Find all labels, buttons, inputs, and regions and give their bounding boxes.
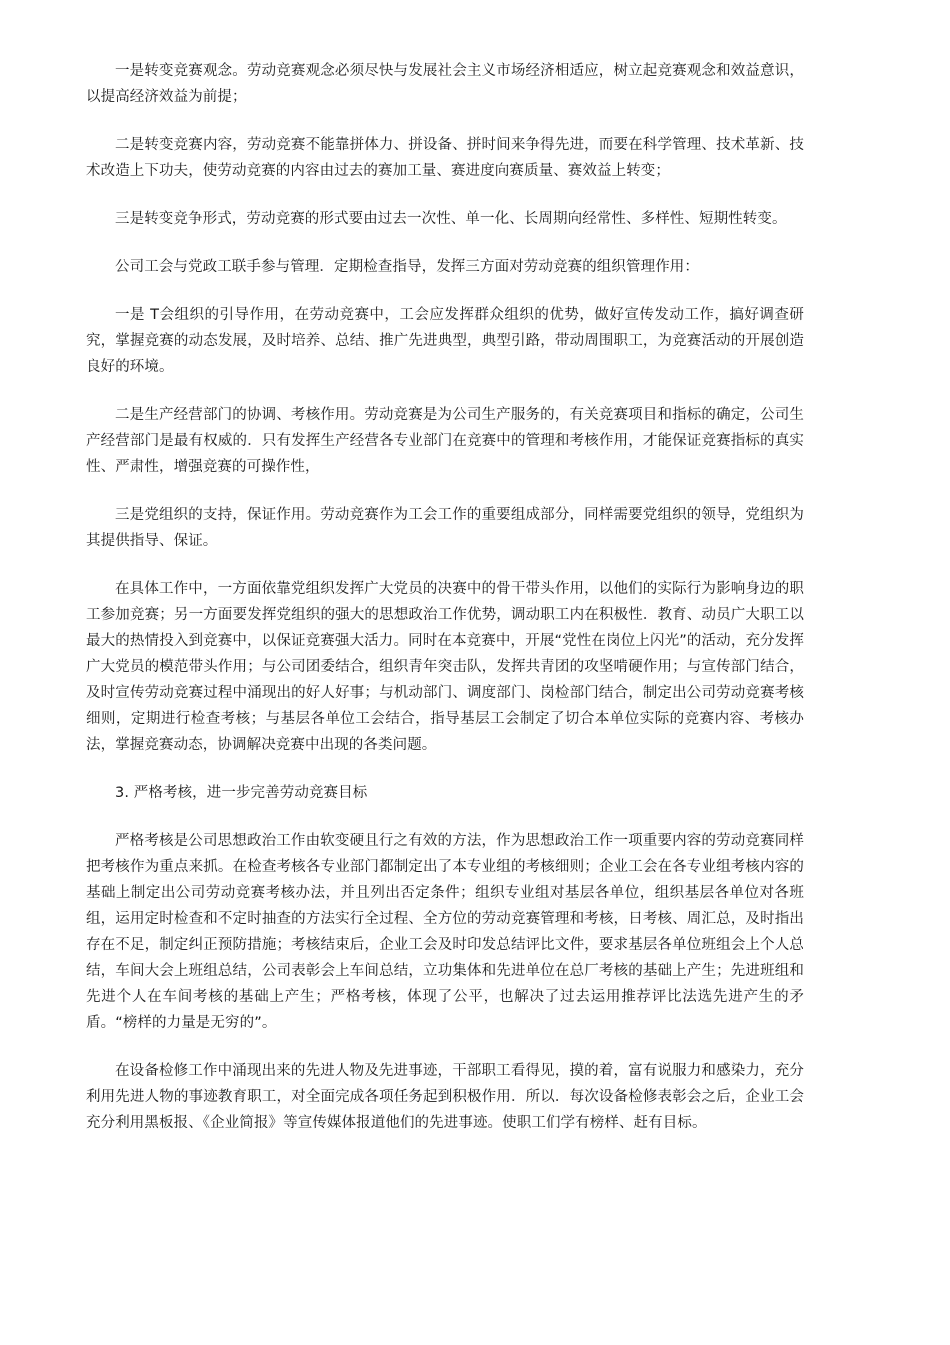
paragraph-10: 严格考核是公司思想政治工作由软变硬且行之有效的方法，作为思想政治工作一项重要内容的劳动竞赛同样把考核作为重点来抓。在检查考核各专业部门都制定出了本专业组的考核细则；企业工会在各专业组考核内容的基础上制定出公司劳动竞赛考核办法，并且列出否定条件；组织专业组对基层各单位，组织基层各单位对各班组，运用定时检查和不定时抽查的方法实行全过程、全方位的劳动竞赛管理和考核，日考核、周汇总，及时指出存在不足，制定纠正预防措施；考核结束后，企业工会及时印发总结评比文件，要求基层各单位班组会上个人总结，车间大会上班组总结，公司表彰会上车间总结，立功集体和先进单位在总厂考核的基础上产生；先进班组和先进个人在车间考核的基础上产生；严格考核，体现了公平，也解决了过去运用推荐评比法选先进产生的矛盾。“榜样的力量是无穷的”。 [86,833,804,1031]
paragraph-2: 二是转变竞赛内容，劳动竞赛不能靠拼体力、拼设备、拼时间来争得先进，而要在科学管理、技术革新、技术改造上下功夫，使劳动竞赛的内容由过去的赛加工量、赛进度向赛质量、赛效益上转变； [86,137,804,179]
paragraph-5: 一是 T会组织的引导作用，在劳动竞赛中，工会应发挥群众组织的优势，做好宣传发动工作，搞好调查研究，掌握竞赛的动态发展，及时培养、总结、推广先进典型，典型引路，带动周围职工，为竞赛活动的开展创造良好的环境。 [86,307,804,375]
paragraph-6: 二是生产经营部门的协调、考核作用。劳动竞赛是为公司生产服务的，有关竞赛项目和指标的确定，公司生产经营部门是最有权威的．只有发挥生产经营各专业部门在竞赛中的管理和考核作用，才能保证竞赛指标的真实性、严肃性，增强竞赛的可操作性， [86,407,804,475]
paragraph-8: 在具体工作中，一方面依靠党组织发挥广大党员的决赛中的骨干带头作用，以他们的实际行为影响身边的职工参加竞赛；另一方面要发挥党组织的强大的思想政治工作优势，调动职工内在积极性．教育、动员广大职工以最大的热情投入到竞赛中，以保证竞赛强大活力。同时在本竞赛中，开展“党性在岗位上闪光”的活动，充分发挥广大党员的模范带头作用；与公司团委结合，组织青年突击队，发挥共青团的攻坚啃硬作用；与宣传部门结合，及时宣传劳动竞赛过程中涌现出的好人好事；与机动部门、调度部门、岗检部门结合，制定出公司劳动竞赛考核细则，定期进行检查考核；与基层各单位工会结合，指导基层工会制定了切合本单位实际的竞赛内容、考核办法，掌握竞赛动态，协调解决竞赛中出现的各类问题。 [86,581,804,753]
paragraph-4: 公司工会与党政工联手参与管理．定期检查指导，发挥三方面对劳动竞赛的组织管理作用： [115,259,699,275]
section-heading: 3. 严格考核，进一步完善劳动竞赛目标 [115,785,368,801]
paragraph-3: 三是转变竞争形式，劳动竞赛的形式要由过去一次性、单一化、长周期向经常性、多样性、短期性转变。 [115,211,787,227]
document-body [86,58,804,1158]
paragraph-7: 三是党组织的支持，保证作用。劳动竞赛作为工会工作的重要组成部分，同样需要党组织的领导，党组织为其提供指导、保证。 [86,507,804,549]
paragraph-11: 在设备检修工作中涌现出来的先进人物及先进事迹，干部职工看得见，摸的着，富有说服力和感染力，充分利用先进人物的事迹教育职工，对全面完成各项任务起到积极作用．所以．每次设备检修表彰会之后，企业工会充分利用黑板报、《企业简报》等宣传媒体报道他们的先进事迹。使职工们学有榜样、赶有目标。 [86,1063,804,1131]
paragraph-1: 一是转变竞赛观念。劳动竞赛观念必须尽快与发展社会主义市场经济相适应，树立起竞赛观念和效益意识，以提高经济效益为前提； [86,63,804,105]
